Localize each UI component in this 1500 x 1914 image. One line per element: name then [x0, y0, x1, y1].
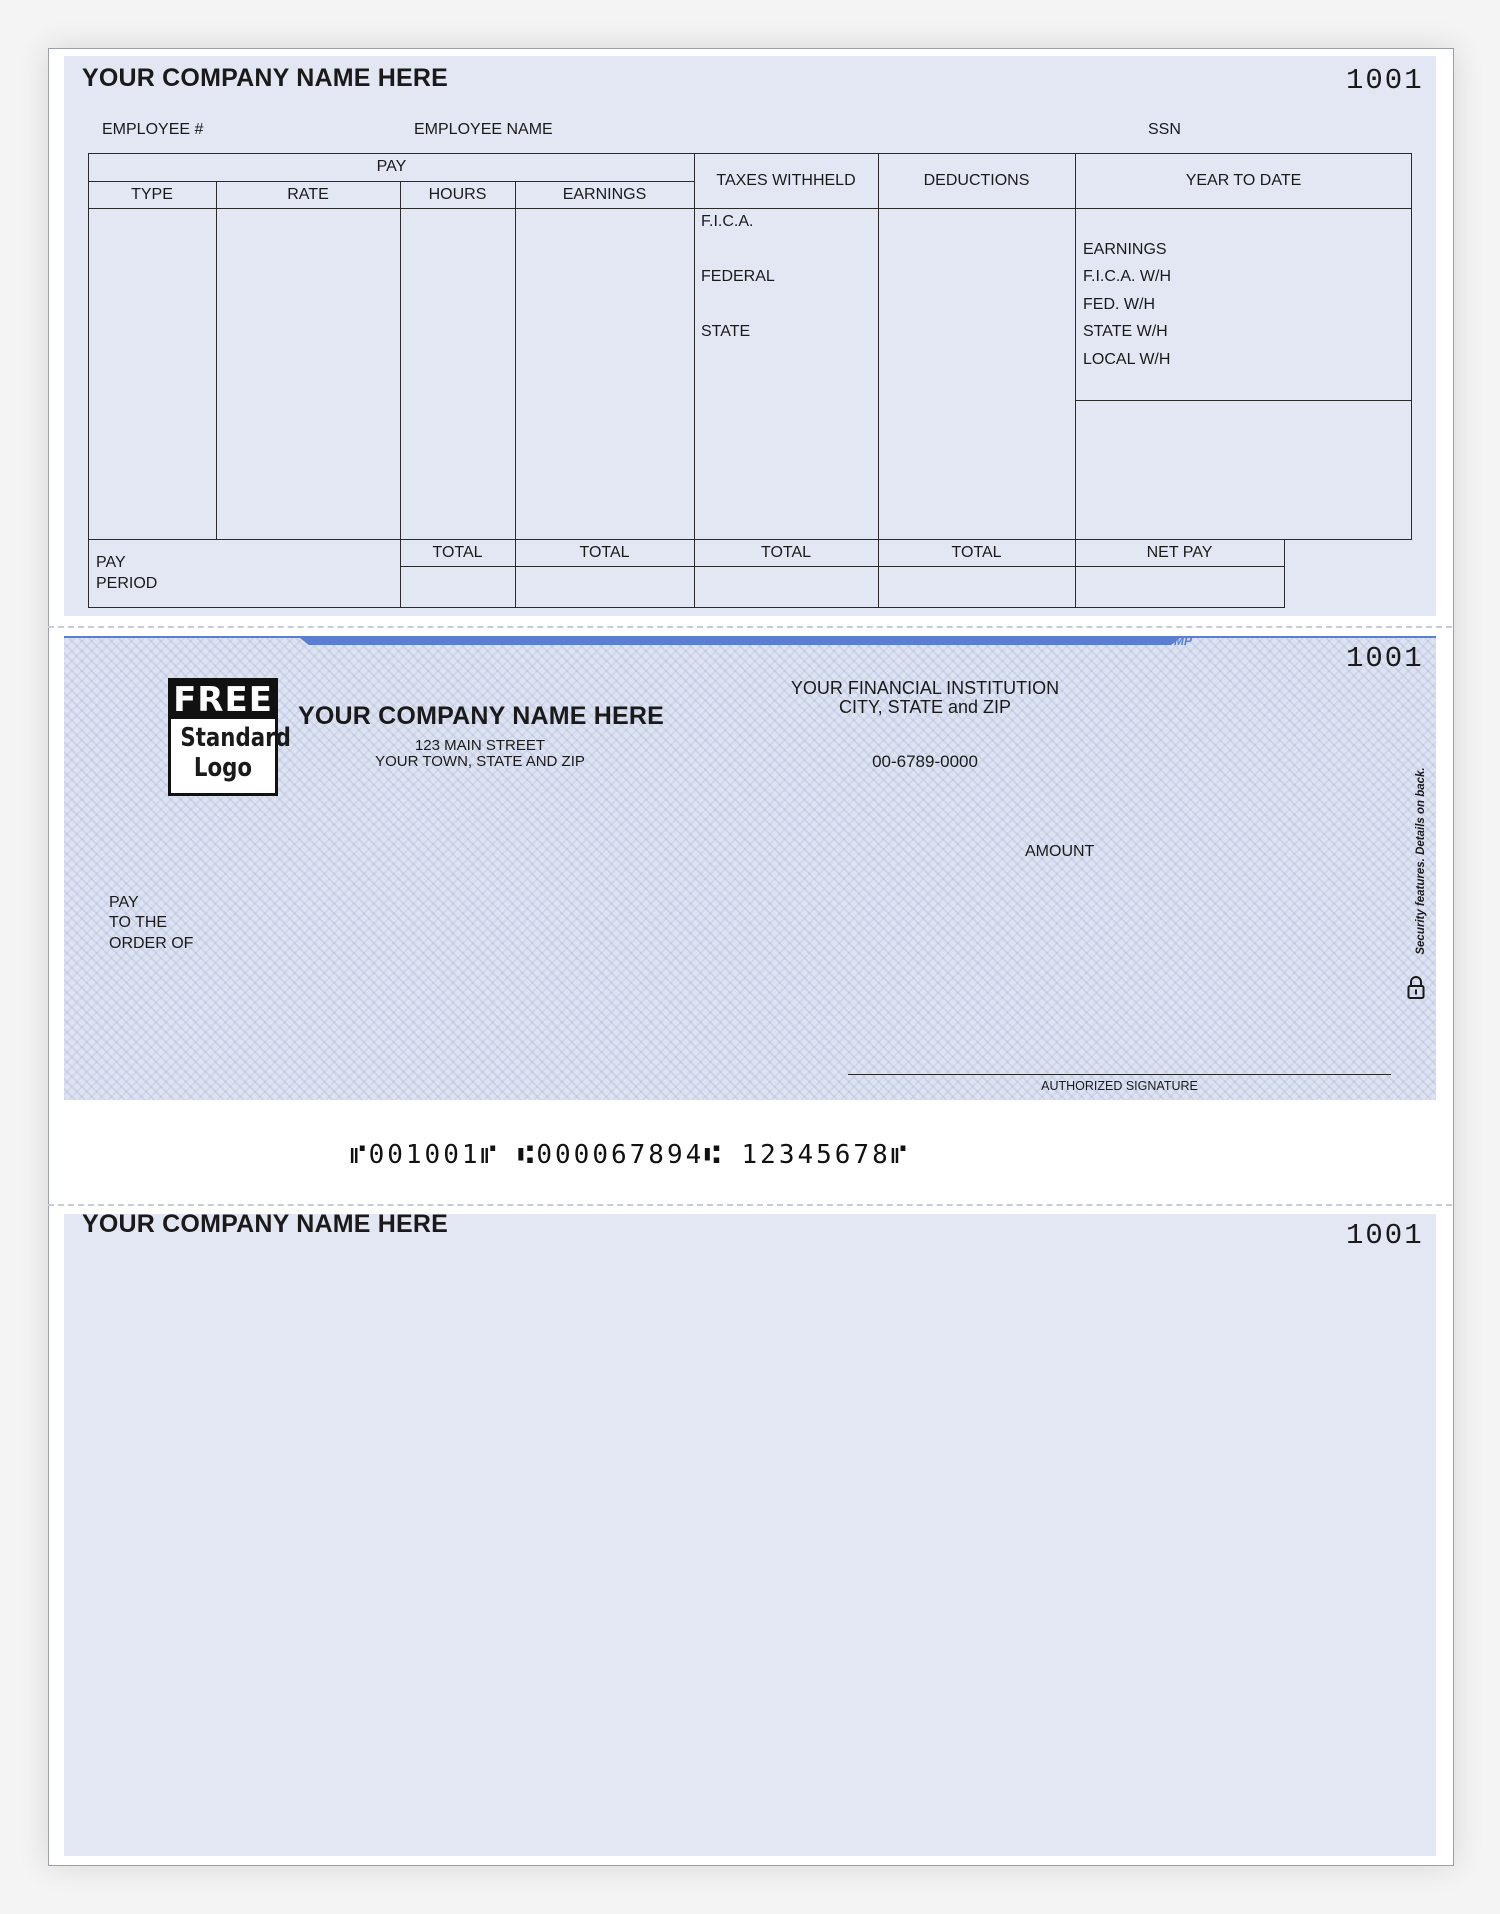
col-type-header: TYPE [131, 186, 173, 203]
header-bottom-divider [88, 208, 1412, 209]
amount-label: AMOUNT [1025, 843, 1095, 860]
bottom-stub-company-name: YOUR COMPANY NAME HERE [82, 1210, 449, 1238]
col-hours-header: HOURS [428, 186, 487, 203]
employee-name-label: EMPLOYEE NAME [414, 121, 553, 138]
col-taxes-header: TAXES WITHHELD [716, 172, 856, 189]
col-rate-header: RATE [287, 186, 329, 203]
employee-number-label: EMPLOYEE # [102, 121, 204, 138]
company-logo [168, 678, 291, 796]
bottom-stub [64, 1214, 1436, 1856]
pay-header-divider [88, 181, 695, 182]
signature-label: AUTHORIZED SIGNATURE [1041, 1079, 1198, 1093]
tax-fica: F.I.C.A. [701, 213, 754, 230]
total-hours-label: TOTAL [432, 544, 483, 561]
security-features-text: Security features. Details on back. [1415, 767, 1427, 955]
ytd-fed: FED. W/H [1083, 296, 1155, 313]
bank-name: YOUR FINANCIAL INSTITUTION [790, 678, 1060, 698]
pay-header: PAY [376, 158, 407, 175]
col-ytd-header: YEAR TO DATE [1185, 172, 1302, 189]
ssn-label: SSN [1148, 121, 1181, 138]
pay-period-label-1: PAY [96, 554, 126, 571]
tax-state: STATE [701, 323, 751, 340]
stub-check-number: 1001 [1346, 64, 1424, 97]
total-earnings-label: TOTAL [579, 544, 630, 561]
pay-to-line-3: ORDER OF [109, 935, 194, 952]
pay-to-line-1: PAY [109, 894, 139, 911]
company-address-1: 123 MAIN STREET [414, 737, 546, 754]
signature-line [848, 1074, 1391, 1075]
ytd-local: LOCAL W/H [1083, 351, 1171, 368]
totals-bottom-border [88, 607, 1285, 608]
net-pay-label: NET PAY [1146, 544, 1213, 561]
earnings-table-border [88, 153, 1412, 540]
company-address-2: YOUR TOWN, STATE AND ZIP [375, 753, 585, 770]
totals-left-border [88, 540, 89, 608]
bottom-stub-check-number: 1001 [1346, 1219, 1424, 1252]
check-top-band [300, 638, 1180, 645]
ytd-earnings: EARNINGS [1083, 241, 1167, 258]
col-earnings-header: EARNINGS [562, 186, 647, 203]
logo-standard-text: Standard [180, 723, 291, 753]
pay-period-label-2: PERIOD [96, 575, 158, 592]
logo-logo-text: Logo [193, 753, 253, 783]
logo-free-text: FREE [171, 681, 275, 719]
col-divider-deductions [1075, 153, 1076, 608]
totals-label-divider [400, 566, 1285, 567]
ytd-divider [1075, 400, 1412, 401]
col-divider-type [216, 181, 217, 540]
padlock-icon [1407, 975, 1425, 999]
pay-to-line-2: TO THE [109, 914, 168, 931]
tax-federal: FEDERAL [701, 268, 775, 285]
col-divider-earnings [694, 153, 695, 608]
check-company-name: YOUR COMPANY NAME HERE [298, 702, 665, 730]
ytd-fica: F.I.C.A. W/H [1083, 268, 1171, 285]
bank-location: CITY, STATE and ZIP [838, 697, 1012, 717]
perforation-bottom [48, 1204, 1452, 1206]
micr-line: ⑈001001⑈ ⑆000067894⑆ 12345678⑈ [350, 1140, 910, 1170]
col-divider-taxes [878, 153, 879, 608]
total-deductions-label: TOTAL [951, 544, 1002, 561]
ytd-state: STATE W/H [1083, 323, 1168, 340]
perforation-top [48, 626, 1452, 628]
check-number: 1001 [1346, 642, 1424, 675]
totals-right-border [1284, 540, 1285, 608]
total-taxes-label: TOTAL [760, 544, 812, 561]
col-deductions-header: DEDUCTIONS [923, 172, 1030, 189]
mp-mark: MP [1174, 634, 1192, 648]
fraction-code: 00-6789-0000 [872, 752, 978, 771]
stub-company-name: YOUR COMPANY NAME HERE [82, 64, 449, 92]
check-top-rule [64, 636, 1436, 638]
